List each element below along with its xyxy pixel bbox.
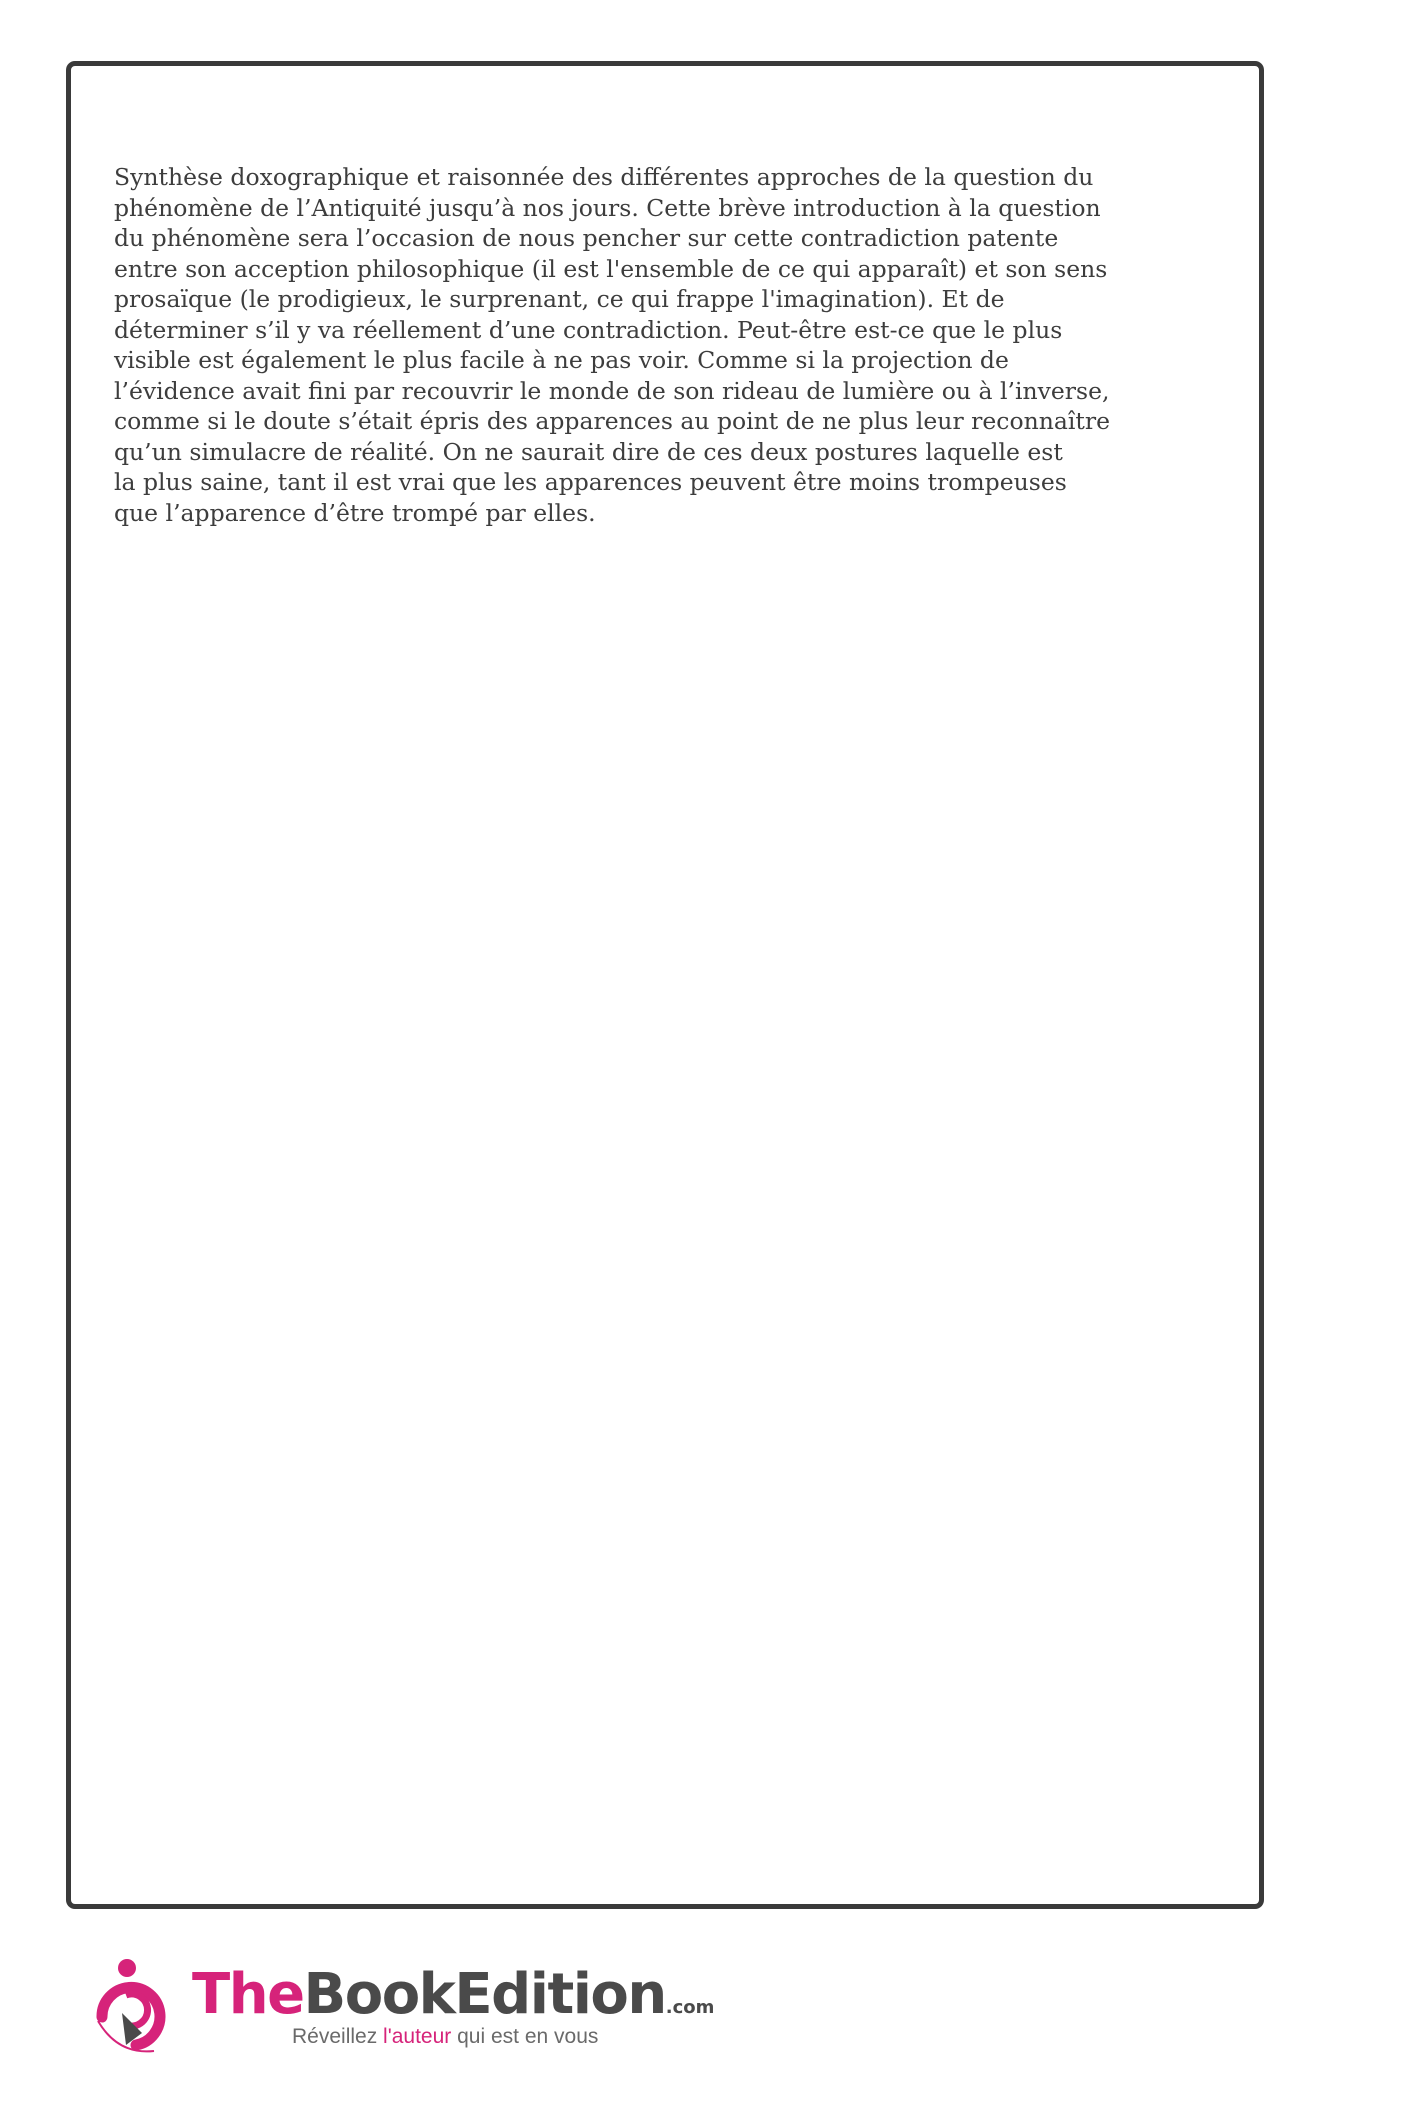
thebookedition-logo bbox=[96, 1955, 715, 2075]
logo-tagline-start: Réveillez bbox=[292, 2025, 384, 2048]
logo-tagline-accent: l'auteur bbox=[383, 2025, 452, 2048]
logo-tagline-end: qui est en vous bbox=[451, 2025, 599, 2048]
logo-brand-suffix: .com bbox=[665, 1997, 715, 2018]
logo-mark-icon bbox=[96, 1955, 192, 2065]
logo-brand-prefix: The bbox=[192, 1962, 304, 2027]
back-cover-text: Synthèse doxographique et raisonnée des différentes approches de la question du phénomène de l’Antiquité jusqu’à nos jours. Cette brève introduction à la question du phénomène sera l’occasion de nous pencher sur cette contradiction patente entre son acception philosophique (il est l'ensemble de ce qui apparaît) et son sens prosaïque (le prodigieux, le surprenant, ce qui frappe l'imagination). Et de déterminer s’il y va réellement d’une contradiction. Peut-être est-ce que le plus visible est également le plus facile à ne pas voir. Comme si la projection de l’évidence avait fini par recouvrir le monde de son rideau de lumière ou à l’inverse, comme si le doute s’était épris des apparences au point de ne plus leur reconnaître qu’un simulacre de réalité. On ne saurait dire de ces deux postures laquelle est la plus saine, tant il est vrai que les apparences peuvent être moins trompeuses que l’apparence d’être trompé par elles. bbox=[114, 163, 1110, 527]
logo-tagline bbox=[292, 2025, 598, 2049]
logo-brand-main: BookEdition bbox=[303, 1962, 666, 2027]
